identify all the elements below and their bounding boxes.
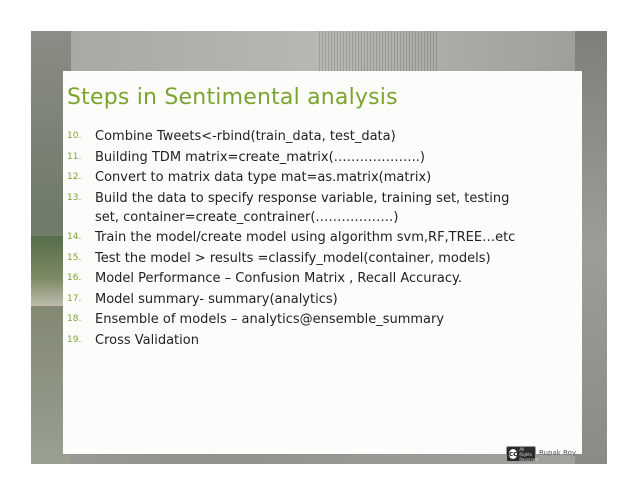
- step-text: Combine Tweets<-rbind(train_data, test_data): [95, 129, 396, 144]
- step-text: Building TDM matrix=create_matrix(………………..): [95, 149, 425, 165]
- author-name: Rupak Roy: [539, 449, 576, 457]
- step-number: 10.: [67, 131, 82, 141]
- list-item: [67, 148, 537, 167]
- creative-commons-icon: cc: [509, 450, 518, 458]
- step-number: 18.: [67, 314, 82, 324]
- list-item: [67, 168, 537, 187]
- step-text: Cross Validation: [95, 332, 199, 348]
- steps-list: [67, 127, 537, 351]
- step-text: Ensemble of models – analytics@ensemble_summary: [95, 312, 445, 327]
- step-text: Test the model > results =classify_model(container, models): [95, 250, 491, 266]
- step-text: Model Performance – Confusion Matrix , Recall Accuracy.: [95, 271, 462, 286]
- step-text: Build the data to specify response variable, training set, testing set, container=create_contrainer(………………): [95, 190, 510, 225]
- list-item: [67, 310, 537, 329]
- step-number: 12.: [67, 172, 82, 182]
- background-stripe-texture: [319, 31, 439, 71]
- step-number: 15.: [67, 252, 82, 263]
- step-text: Model summary- summary(analytics): [95, 291, 338, 307]
- badge-label: All Rights Reserved: [519, 446, 538, 462]
- list-item: [67, 290, 537, 309]
- step-number: 17.: [67, 293, 82, 304]
- slide-title: Steps in Sentimental analysis: [67, 85, 398, 110]
- step-number: 11.: [67, 151, 82, 162]
- step-number: 14.: [67, 232, 82, 242]
- copyright-badge: [506, 446, 536, 462]
- list-item: [67, 249, 537, 268]
- step-number: 13.: [67, 192, 82, 203]
- step-number: 19.: [67, 334, 82, 345]
- list-item: [67, 127, 537, 146]
- list-item: [67, 189, 537, 227]
- step-text: Convert to matrix data type mat=as.matrix(matrix): [95, 170, 432, 185]
- step-text: Train the model/create model using algorithm svm,RF,TREE…etc: [95, 230, 516, 245]
- list-item: [67, 331, 537, 350]
- step-number: 16.: [67, 273, 82, 283]
- list-item: [67, 269, 537, 288]
- background-photo-fragment: [31, 236, 67, 306]
- slide-frame: [31, 31, 607, 464]
- list-item: [67, 228, 537, 247]
